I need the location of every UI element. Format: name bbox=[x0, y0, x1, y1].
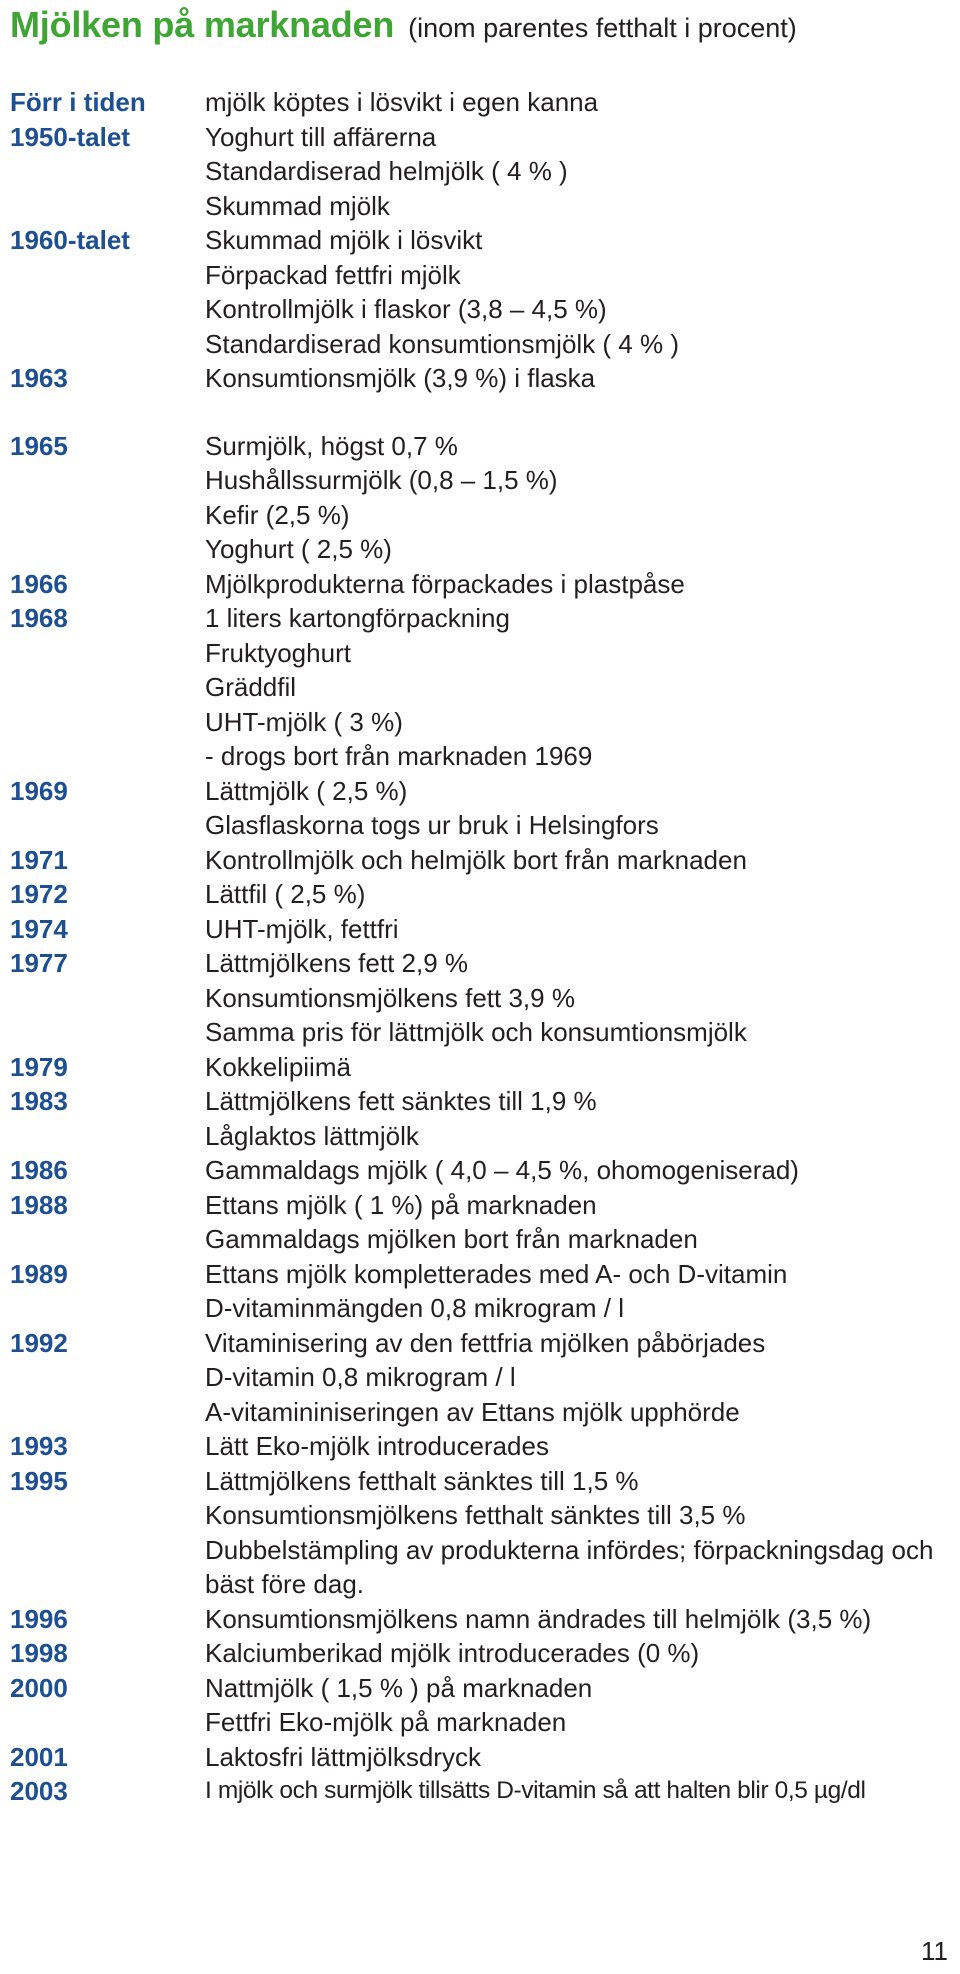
timeline-entry: Förpackad fettfri mjölk bbox=[205, 259, 461, 290]
timeline-year: 1968 bbox=[10, 603, 68, 633]
timeline-entry: Glasflaskorna togs ur bruk i Helsingfors bbox=[205, 810, 659, 840]
timeline-entry: Lättfil ( 2,5 %) bbox=[205, 879, 366, 909]
timeline-entries bbox=[205, 1671, 955, 1740]
timeline-entry: mjölk köptes i lösvikt i egen kanna bbox=[205, 87, 599, 117]
timeline-year: 1995 bbox=[10, 1465, 68, 1496]
timeline-row bbox=[10, 1050, 955, 1085]
timeline-entry: Kontrollmjölk och helmjölk bort från marknaden bbox=[205, 844, 747, 875]
timeline-row bbox=[10, 877, 955, 912]
timeline-entry: Ettans mjölk ( 1 %) på marknaden bbox=[205, 1189, 597, 1220]
timeline-entries bbox=[205, 912, 955, 947]
timeline-entries bbox=[205, 85, 955, 120]
timeline-entry: UHT-mjölk, fettfri bbox=[205, 913, 399, 944]
timeline-year: 1963 bbox=[10, 363, 68, 393]
timeline-entry: Lättmjölk ( 2,5 %) bbox=[205, 775, 408, 806]
timeline-row bbox=[10, 843, 955, 878]
page-number: 11 bbox=[921, 1936, 948, 1966]
timeline-entry: Ettans mjölk kompletterades med A- och D-vitamin bbox=[205, 1258, 788, 1289]
timeline-year: 1971 bbox=[10, 844, 68, 875]
timeline-year: 1989 bbox=[10, 1258, 68, 1289]
timeline-year: 1988 bbox=[10, 1189, 68, 1220]
timeline-year: 1983 bbox=[10, 1086, 68, 1116]
timeline-entries bbox=[205, 1326, 955, 1430]
timeline-entries bbox=[205, 361, 955, 396]
timeline-entries bbox=[205, 1188, 955, 1257]
timeline-year: 2001 bbox=[10, 1741, 68, 1772]
timeline-year: 1986 bbox=[10, 1155, 68, 1185]
timeline-entry: Konsumtionsmjölkens fetthalt sänktes till 3,5 % bbox=[205, 1500, 746, 1530]
heading bbox=[10, 4, 797, 46]
timeline-year: 1977 bbox=[10, 948, 68, 978]
timeline-entry: Lättmjölkens fett 2,9 % bbox=[205, 948, 469, 978]
timeline-entry: Kokkelipiimä bbox=[205, 1051, 351, 1082]
timeline-entry: Laktosfri lättmjölksdryck bbox=[205, 1741, 481, 1772]
timeline-entry: Kefir (2,5 %) bbox=[205, 499, 350, 530]
timeline-row bbox=[10, 85, 955, 120]
timeline-row bbox=[10, 1602, 955, 1637]
timeline-year: 1993 bbox=[10, 1431, 68, 1461]
timeline-entry: Låglaktos lättmjölk bbox=[205, 1120, 419, 1151]
timeline-row bbox=[10, 1636, 955, 1671]
timeline-entries bbox=[205, 1636, 955, 1671]
timeline-entry: Yoghurt till affärerna bbox=[205, 121, 437, 152]
timeline-entry: A-vitamininiseringen av Ettans mjölk upphörde bbox=[205, 1396, 740, 1427]
timeline-entry: - drogs bort från marknaden 1969 bbox=[205, 741, 593, 771]
timeline-entry: Surmjölk, högst 0,7 % bbox=[205, 430, 458, 461]
timeline-entries bbox=[205, 429, 955, 567]
timeline-row bbox=[10, 1464, 955, 1602]
timeline-year: 1966 bbox=[10, 568, 68, 599]
timeline-entry: Standardiserad helmjölk ( 4 % ) bbox=[205, 156, 568, 186]
timeline-entries bbox=[205, 1740, 955, 1775]
timeline-year: 1965 bbox=[10, 430, 68, 461]
timeline-row bbox=[10, 912, 955, 947]
timeline-row bbox=[10, 946, 955, 1050]
timeline-year: 1960-talet bbox=[10, 225, 130, 255]
milk-timeline bbox=[10, 85, 955, 1809]
timeline-entries bbox=[205, 877, 955, 912]
timeline-row bbox=[10, 1740, 955, 1775]
timeline-row bbox=[10, 429, 955, 567]
timeline-entries bbox=[205, 1602, 955, 1637]
timeline-entries bbox=[205, 1050, 955, 1085]
timeline-year: 1996 bbox=[10, 1603, 68, 1634]
timeline-year: 1969 bbox=[10, 775, 68, 806]
timeline-row bbox=[10, 1671, 955, 1740]
timeline-entries bbox=[205, 1084, 955, 1153]
timeline-entries bbox=[205, 601, 955, 774]
timeline-entry: Fruktyoghurt bbox=[205, 637, 351, 668]
timeline-entry: Yoghurt ( 2,5 %) bbox=[205, 534, 392, 564]
timeline-entry: Standardiserad konsumtionsmjölk ( 4 % ) bbox=[205, 328, 679, 359]
page-title: Mjölken på marknaden bbox=[10, 4, 395, 45]
timeline-entry: 1 liters kartongförpackning bbox=[205, 603, 510, 633]
timeline-entry: Gräddfil bbox=[205, 672, 297, 702]
timeline-entry: Konsumtionsmjölkens fett 3,9 % bbox=[205, 982, 575, 1013]
timeline-year: 1972 bbox=[10, 879, 68, 909]
timeline-row bbox=[10, 1257, 955, 1326]
timeline-entry: Kalciumberikad mjölk introducerades (0 %) bbox=[205, 1638, 700, 1668]
timeline-row bbox=[10, 567, 955, 602]
timeline-year: 1992 bbox=[10, 1327, 68, 1358]
timeline-entry: Kontrollmjölk i flaskor (3,8 – 4,5 %) bbox=[205, 294, 607, 324]
timeline-year: 2000 bbox=[10, 1672, 68, 1703]
timeline-entry: UHT-mjölk ( 3 %) bbox=[205, 706, 403, 737]
timeline-entry: Nattmjölk ( 1,5 % ) på marknaden bbox=[205, 1672, 593, 1703]
timeline-entry: Skummad mjölk bbox=[205, 190, 390, 221]
timeline-entry: Fettfri Eko-mjölk på marknaden bbox=[205, 1707, 567, 1737]
timeline-entries bbox=[205, 1429, 955, 1464]
timeline-entries bbox=[205, 774, 955, 843]
timeline-entry: Gammaldags mjölken bort från marknaden bbox=[205, 1224, 698, 1254]
timeline-entry: I mjölk och surmjölk tillsätts D-vitamin så att halten blir 0,5 µg/dl bbox=[205, 1777, 866, 1804]
timeline-entries bbox=[205, 1257, 955, 1326]
timeline-entries bbox=[205, 567, 955, 602]
timeline-row bbox=[10, 774, 955, 843]
timeline-entry: Lätt Eko-mjölk introducerades bbox=[205, 1431, 549, 1461]
timeline-row bbox=[10, 1326, 955, 1430]
timeline-entries bbox=[205, 843, 955, 878]
timeline-row bbox=[10, 1429, 955, 1464]
timeline-entry: Lättmjölkens fetthalt sänktes till 1,5 % bbox=[205, 1465, 639, 1496]
timeline-entry: Gammaldags mjölk ( 4,0 – 4,5 %, ohomogeniserad) bbox=[205, 1155, 799, 1185]
timeline-year: 1979 bbox=[10, 1051, 68, 1082]
timeline-row bbox=[10, 120, 955, 224]
timeline-entries bbox=[205, 120, 955, 224]
timeline-entry: Skummad mjölk i lösvikt bbox=[205, 225, 483, 255]
timeline-year: 1974 bbox=[10, 913, 68, 944]
timeline-row bbox=[10, 223, 955, 361]
timeline-entry: Mjölkprodukterna förpackades i plastpåse bbox=[205, 568, 685, 599]
timeline-row bbox=[10, 1188, 955, 1257]
timeline-entries bbox=[205, 1774, 955, 1809]
timeline-year: 1950-talet bbox=[10, 121, 130, 152]
timeline-entry: Dubbelstämpling av produkterna infördes; förpackningsdag och bäst före dag. bbox=[205, 1534, 934, 1599]
timeline-entry: D-vitamin 0,8 mikrogram / l bbox=[205, 1362, 516, 1392]
timeline-row bbox=[10, 1153, 955, 1188]
timeline-entries bbox=[205, 1464, 955, 1602]
timeline-entry: Konsumtionsmjölkens namn ändrades till helmjölk (3,5 %) bbox=[205, 1603, 872, 1634]
timeline-entry: Lättmjölkens fett sänktes till 1,9 % bbox=[205, 1086, 597, 1116]
page-subtitle: (inom parentes fetthalt i procent) bbox=[408, 13, 797, 43]
timeline-entries bbox=[205, 946, 955, 1050]
timeline-entries bbox=[205, 1153, 955, 1188]
timeline-entry: Hushållssurmjölk (0,8 – 1,5 %) bbox=[205, 465, 558, 495]
timeline-entry: D-vitaminmängden 0,8 mikrogram / l bbox=[205, 1293, 625, 1323]
timeline-entry: Vitaminisering av den fettfria mjölken påbörjades bbox=[205, 1327, 766, 1358]
timeline-entries bbox=[205, 223, 955, 361]
timeline-row bbox=[10, 361, 955, 396]
timeline-row bbox=[10, 1774, 955, 1809]
timeline-row bbox=[10, 1084, 955, 1153]
timeline-year: 2003 bbox=[10, 1776, 68, 1806]
timeline-entry: Samma pris för lättmjölk och konsumtionsmjölk bbox=[205, 1017, 747, 1047]
timeline-year: 1998 bbox=[10, 1638, 68, 1668]
timeline-entry: Konsumtionsmjölk (3,9 %) i flaska bbox=[205, 363, 596, 393]
timeline-year: Förr i tiden bbox=[10, 87, 146, 117]
timeline-row bbox=[10, 601, 955, 774]
